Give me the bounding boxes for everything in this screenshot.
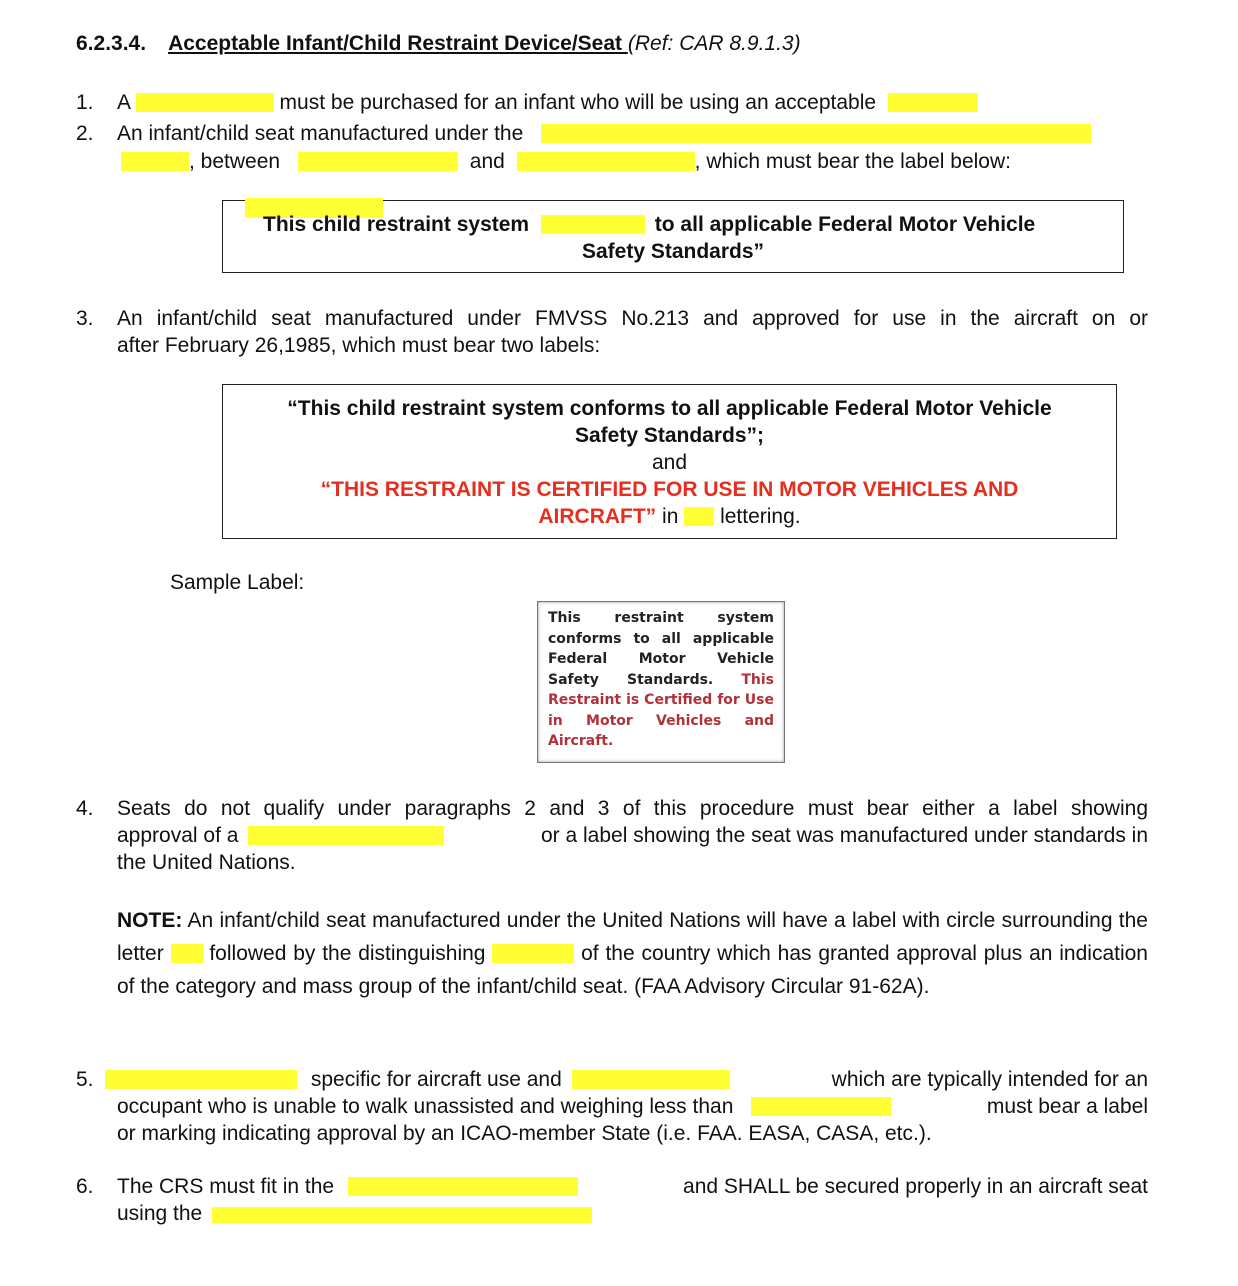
item4-line-3: the United Nations. [117,851,296,874]
item-number: 3. [76,307,94,330]
item-number: 6. [76,1175,94,1198]
redaction-highlight [684,507,714,526]
item6-text-c: using the [117,1202,203,1225]
section-reference: (Ref: CAR 8.9.1.3) [627,32,801,55]
item2-text-c: and [469,150,505,173]
item5-line-3: or marking indicating approval by an ICAO-member State (i.e. FAA. EASA, CASA, etc.). [117,1122,932,1145]
note-label: NOTE: [117,909,183,932]
item4-line-1: Seats do not qualify under paragraphs 2 and 3 of this procedure must bear either a label showing [117,797,1148,820]
item5-text-b: which are typically intended for an [831,1068,1148,1091]
item-number: 5. [76,1068,94,1091]
redaction-highlight [298,152,458,171]
redaction-highlight [348,1177,578,1196]
sample-label-red-text: This Restraint is Certified for Use in Motor Vehicles and Aircraft. [548,671,775,749]
redaction-highlight [541,124,1091,143]
label-box-2-line-1: “This child restraint system conforms to all applicable Federal Motor Vehicle [287,397,1052,420]
note-paragraph [117,904,1148,1003]
redaction-highlight [121,152,189,171]
redaction-highlight [171,944,203,963]
label-box-2-in: in [662,505,679,528]
redaction-highlight [541,215,645,234]
item5-text-c: occupant who is unable to walk unassisted and weighing less than [117,1095,734,1118]
label-box-2-line-2: Safety Standards”; [574,424,765,447]
label-box-1 [222,200,1124,273]
note-text-b: followed by the distinguishing [209,942,486,965]
item3-line-2: after February 26,1985, which must bear two labels: [117,334,601,357]
label-box-1-text-a: This child restraint system [263,213,530,236]
redaction-highlight [888,93,978,112]
label-box-2-lettering: lettering. [720,505,801,528]
sample-label-black-text: This restraint system conforms to all applicable Federal Motor Vehicle Safety Standards. [548,610,774,688]
item1-text-b: must be purchased for an infant who will be using an acceptable [279,91,877,114]
item-number: 4. [76,797,94,820]
label-box-2-and: and [651,451,688,474]
sample-label-image [537,601,785,763]
label-box-2 [222,384,1117,539]
item4-text-a: approval of a [117,824,239,847]
item-number: 2. [76,122,94,145]
label-box-2-red-aircraft: AIRCRAFT” [538,505,657,528]
note-text-a: An infant/child seat manufactured under the United Nations will have a label with circle surrounding the letter [117,909,1148,965]
item1-text-a: A [117,91,130,114]
section-heading [76,32,801,56]
redaction-highlight [105,1070,297,1089]
redaction-highlight [751,1097,891,1116]
redaction-highlight [572,1070,730,1089]
section-title: Acceptable Infant/Child Restraint Device/Seat [168,32,628,55]
item2-text-d: , which must bear the label below: [694,150,1011,173]
label-box-1-text-c: Safety Standards” [581,240,765,263]
section-number: 6.2.3.4. [76,32,147,55]
label-box-1-text-b: to all applicable Federal Motor Vehicle [654,213,1036,236]
label-box-2-red-line: “THIS RESTRAINT IS CERTIFIED FOR USE IN MOTOR VEHICLES AND [320,478,1019,501]
item6-text-b: and SHALL be secured properly in an aircraft seat [683,1175,1148,1198]
note-text-c: of the country which has granted approval plus an indication of the category and mass group of the infant/child seat. (FAA Advisory Circular 91-62A). [117,942,1148,998]
redaction-highlight [517,152,695,171]
redaction-highlight [136,93,274,112]
item5-text-a: specific for aircraft use and [310,1068,562,1091]
redaction-highlight [492,944,574,963]
item4-text-b: or a label showing the seat was manufactured under standards in [540,824,1148,847]
sample-label-caption: Sample Label: [170,571,305,594]
redaction-highlight [248,826,444,845]
item-number: 1. [76,91,94,114]
item2-text-a: An infant/child seat manufactured under the [117,122,524,145]
item6-text-a: The CRS must fit in the [117,1175,335,1198]
item5-text-d: must bear a label [986,1095,1148,1118]
item3-line-1: An infant/child seat manufactured under FMVSS No.213 and approved for use in the aircraft on or [117,307,1148,330]
item2-text-b: , between [189,150,281,173]
redaction-highlight [212,1207,592,1223]
